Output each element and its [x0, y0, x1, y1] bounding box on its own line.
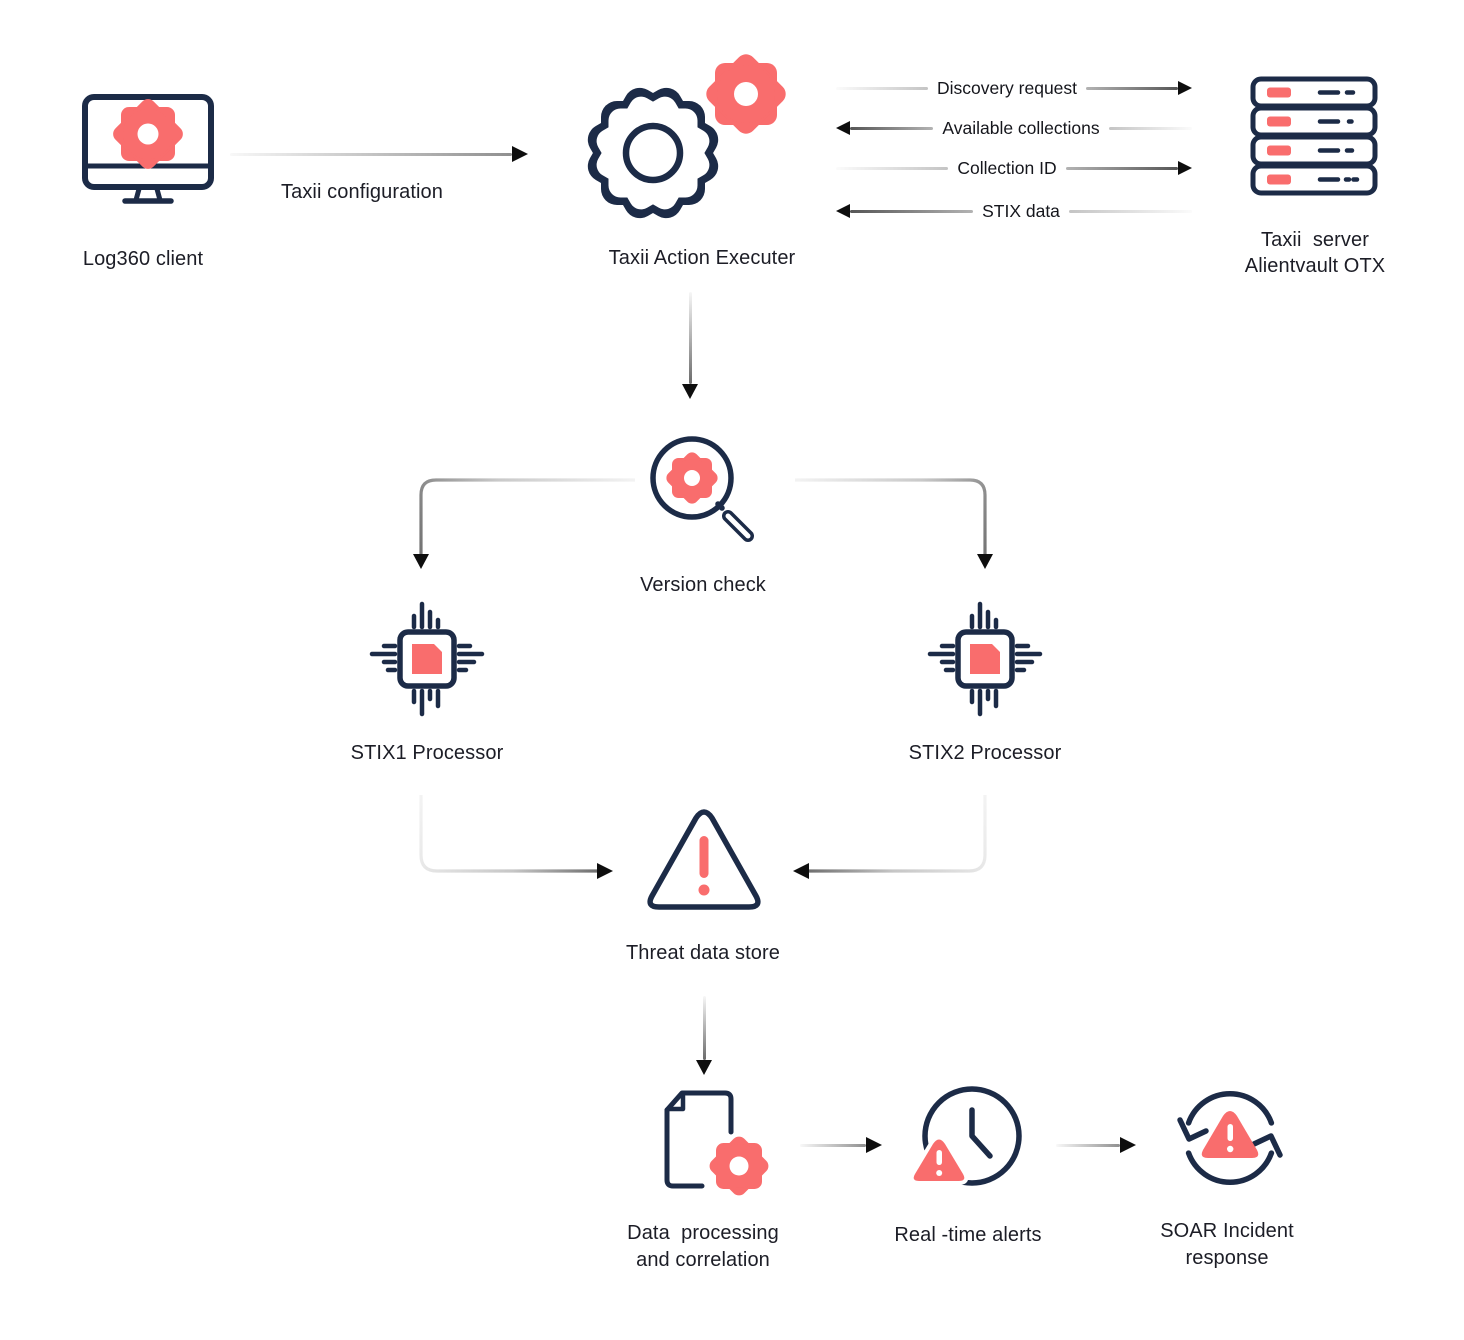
server-rack-icon — [1250, 76, 1378, 198]
arrowhead-left-icon — [836, 121, 850, 135]
edge-version-to-stix2 — [795, 470, 995, 575]
version-check-label: Version check — [640, 574, 766, 596]
magnifier-gear-icon — [642, 428, 768, 550]
stix2-processor-label: STIX2 Processor — [908, 742, 1062, 764]
collection-id-label: Collection ID — [957, 157, 1057, 178]
chip-document-icon — [364, 596, 490, 722]
log360-client-label: Log360 client — [82, 248, 204, 270]
data-processing-label-line1: Data processing — [627, 1222, 779, 1244]
taxii-server-label-line2: Alientvault OTX — [1244, 255, 1386, 277]
data-processing-label-line2: and correlation — [636, 1249, 770, 1271]
stix1-processor-label: STIX1 Processor — [350, 742, 504, 764]
edge-discovery-request — [836, 78, 1192, 98]
edge-version-to-stix1 — [405, 470, 635, 575]
soar-label-line2: response — [1185, 1247, 1269, 1269]
edge-stix1-to-threat-store — [405, 795, 617, 883]
taxii-configuration-label: Taxii configuration — [281, 181, 443, 203]
chip-document-icon — [922, 596, 1048, 722]
arrowhead-right-icon — [1178, 161, 1192, 175]
gears-icon — [575, 50, 799, 240]
monitor-gear-icon — [80, 92, 216, 218]
arrowhead-right-icon — [1178, 81, 1192, 95]
document-gear-icon — [655, 1086, 773, 1200]
taxii-action-executer-label: Taxii Action Executer — [608, 247, 796, 269]
edge-collection-id — [836, 158, 1192, 178]
edge-stix2-to-threat-store — [789, 795, 1001, 883]
cycle-alert-icon — [1172, 1082, 1288, 1198]
warning-triangle-icon — [642, 806, 766, 918]
stix-data-label: STIX data — [982, 200, 1060, 221]
taxii-server-label-line1: Taxii server — [1261, 229, 1369, 251]
arrowhead-left-icon — [836, 204, 850, 218]
clock-alert-icon — [908, 1086, 1030, 1196]
edge-stix-data — [836, 201, 1192, 221]
soar-label-line1: SOAR Incident — [1160, 1220, 1294, 1242]
real-time-alerts-label: Real -time alerts — [894, 1224, 1042, 1246]
threat-data-store-label: Threat data store — [625, 942, 781, 964]
available-collections-label: Available collections — [942, 117, 1100, 138]
discovery-request-label: Discovery request — [936, 77, 1078, 98]
edge-available-collections — [836, 118, 1192, 138]
